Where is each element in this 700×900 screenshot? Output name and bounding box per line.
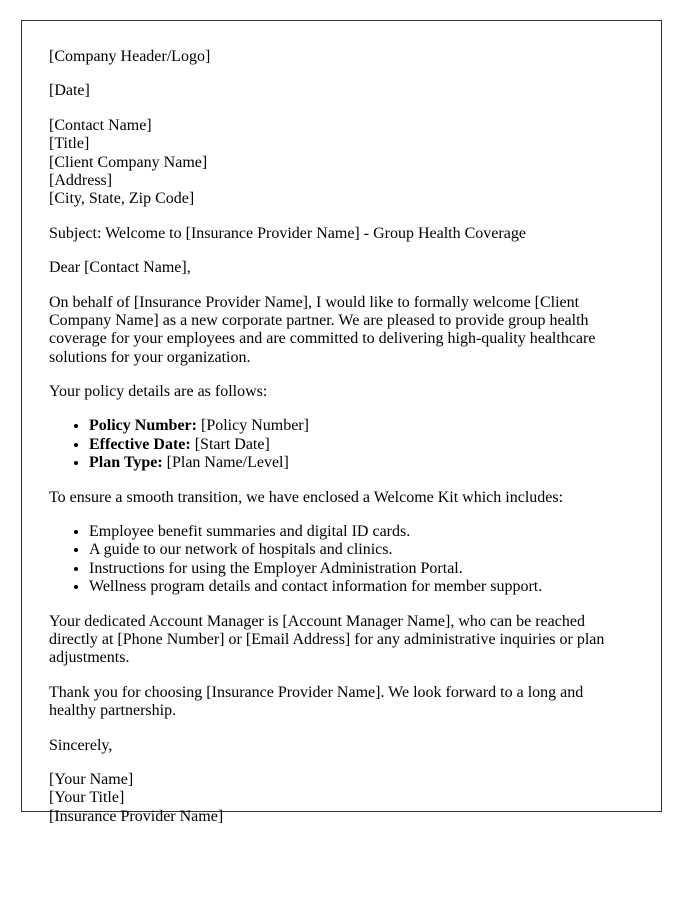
salutation: Dear [Contact Name],: [49, 259, 191, 277]
effective-date-item: [89, 436, 634, 454]
welcome-kit-list: [49, 523, 634, 597]
policy-number-label: Policy Number:: [89, 417, 197, 435]
welcome-kit-item: • Wellness program details and contact information for member support.: [89, 578, 634, 596]
signature-company-line: [Insurance Provider Name]: [49, 807, 224, 825]
effective-date-label: Effective Date:: [89, 435, 191, 453]
recipient-address-block: [49, 117, 634, 209]
recipient-company-line: [Client Company Name]: [49, 153, 208, 171]
intro-paragraph: On behalf of [Insurance Provider Name], I would like to formally welcome [Client Company Name] as a new corporate partner. We are pleased to provide group health coverage for your employees and are committed to delivering high-quality healthcare solutions for your organization.: [49, 293, 596, 366]
effective-date-value: [Start Date]: [194, 435, 270, 453]
plan-type-value: [Plan Name/Level]: [166, 454, 289, 472]
policy-number-item: [89, 417, 634, 435]
account-manager-paragraph: Your dedicated Account Manager is [Account Manager Name], who can be reached directly at [Phone Number] or [Email Address] for any administrative inquiries or plan adjustments.: [49, 612, 605, 667]
welcome-kit-item: • Employee benefit summaries and digital ID cards.: [89, 523, 634, 541]
policy-number-value: [Policy Number]: [200, 417, 309, 435]
closing-paragraph: Thank you for choosing [Insurance Provider Name]. We look forward to a long and healthy partnership.: [49, 683, 584, 720]
plan-type-item: [89, 454, 634, 472]
welcome-kit-item: • A guide to our network of hospitals and clinics.: [89, 541, 634, 559]
company-header-placeholder: [Company Header/Logo]: [49, 48, 211, 65]
recipient-city-line: [City, State, Zip Code]: [49, 190, 195, 208]
date-placeholder: [Date]: [49, 82, 90, 100]
signature-name-line: [Your Name]: [49, 770, 134, 788]
welcome-kit-intro: To ensure a smooth transition, we have enclosed a Welcome Kit which includes:: [49, 488, 564, 506]
subject-line: Subject: Welcome to [Insurance Provider Name] - Group Health Coverage: [49, 224, 526, 242]
sign-off: Sincerely,: [49, 736, 113, 754]
plan-type-label: Plan Type:: [89, 454, 163, 472]
signature-block: [49, 771, 634, 826]
recipient-name-line: [Contact Name]: [49, 116, 152, 134]
letter-document: [21, 20, 662, 825]
policy-details-list: [49, 417, 634, 472]
policy-details-intro: Your policy details are as follows:: [49, 383, 268, 401]
recipient-title-line: [Title]: [49, 135, 90, 153]
welcome-kit-item: • Instructions for using the Employer Administration Portal.: [89, 560, 634, 578]
recipient-street-line: [Address]: [49, 171, 113, 189]
signature-title-line: [Your Title]: [49, 789, 125, 807]
